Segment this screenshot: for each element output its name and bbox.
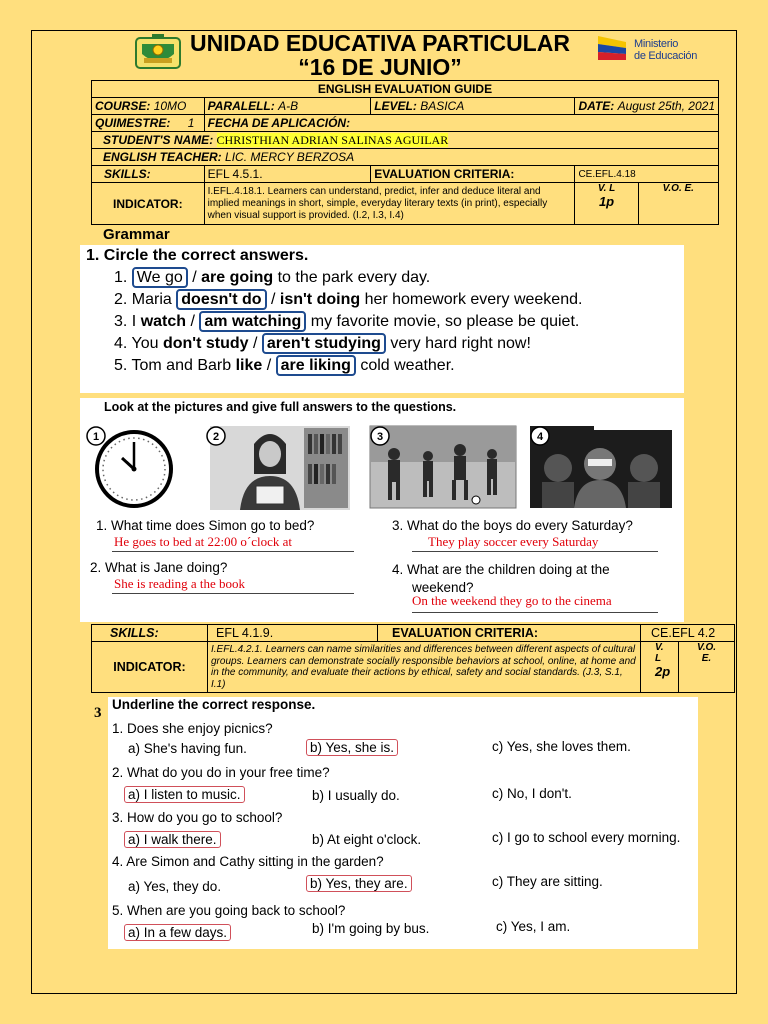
exercise-1-title: 1. Circle the correct answers. [86, 247, 309, 264]
clock-picture [84, 424, 212, 512]
evaluation-header-table [91, 80, 719, 225]
ex3-question-2: 2. What do you do in your free time? [112, 765, 330, 780]
ex3-q3-option-c[interactable]: c) I go to school every morning. [492, 830, 681, 845]
ex1-item-4-choice-b[interactable]: aren't studying [262, 333, 386, 354]
ex2-question-4-line1: 4. What are the children doing at the [392, 562, 610, 577]
ex1-item-3: 3. I watch / am watching my favorite movie, so please be quiet. [114, 313, 580, 330]
school-name-line1: UNIDAD EDUCATIVA PARTICULAR [190, 30, 570, 56]
ex2-question-4-line2: weekend? [412, 580, 474, 595]
course-label: COURSE: [95, 99, 151, 113]
ex2-answer-4[interactable]: On the weekend they go to the cinema [412, 593, 612, 608]
criteria-value: CE.EFL.4.18 [575, 166, 719, 183]
ex3-question-3: 3. How do you go to school? [112, 810, 283, 825]
ex1-item-1: 1. We go / are going to the park every day. [114, 269, 431, 286]
skills2-voe-label1: V.O. [696, 642, 717, 653]
quimestre-label: QUIMESTRE: [95, 116, 171, 130]
ex1-item-1-choice-b[interactable]: are going [201, 269, 274, 286]
skills2-vl-value: 2p [655, 664, 671, 679]
skills2-label: SKILLS: [92, 625, 208, 642]
ex2-answer-1-line [112, 551, 354, 552]
ex1-item-2-choice-b[interactable]: isn't doing [279, 291, 361, 308]
indicator-text: I.EFL.4.18.1. Learners can understand, predict, infer and deduce literal and implied meanings in short, simple, everyday literary texts (in print), especially when visual support is provided. (I.2, I.3, I.4) [204, 183, 575, 225]
ex2-answer-3-line [412, 551, 658, 552]
parallel-label: PARALELL: [207, 99, 275, 113]
ex1-item-4: 4. You don't study / aren't studying very hard right now! [114, 335, 531, 352]
ex1-item-5-choice-a[interactable]: like [235, 357, 263, 374]
ex3-q1-option-a[interactable]: a) She's having fun. [128, 741, 247, 756]
indicator-label: INDICATOR: [92, 183, 205, 225]
skills2-value: EFL 4.1.9. [208, 625, 378, 642]
ex1-item-1-choice-a[interactable]: We go [132, 267, 188, 288]
grammar-heading: Grammar [103, 226, 170, 243]
skills2-vl-label1: V. [655, 642, 664, 653]
skills2-indicator-text: I.EFL.4.2.1. Learners can name similarities and differences between different aspects of cultural groups. Learners can demonstrate socially responsible behaviors at school, online, at home and in the community, and evaluate their actions by ethical, safety and social standards. (J.3, S.1, I.1) [208, 642, 641, 693]
ex3-q2-option-a[interactable]: a) I listen to music. [124, 786, 245, 803]
skills2-criteria-value: CE.EFL 4.2 [641, 625, 735, 642]
ex3-q2-option-b[interactable]: b) I usually do. [312, 788, 400, 803]
reading-girl-picture [204, 424, 350, 510]
exercise-3-panel [108, 697, 698, 949]
criteria-label: EVALUATION CRITERIA: [371, 166, 575, 183]
fecha-label: FECHA DE APLICACIÓN: [204, 115, 718, 132]
white-patch [594, 398, 674, 430]
pic-4-number: 4 [536, 431, 544, 443]
skills-value: EFL 4.5.1. [204, 166, 371, 183]
ex3-q4-option-a[interactable]: a) Yes, they do. [128, 879, 222, 894]
course-value: 10MO [153, 99, 187, 113]
parallel-value: A-B [278, 99, 299, 113]
ex3-q3-option-b[interactable]: b) At eight o'clock. [312, 832, 422, 847]
vl-value: 1p [598, 194, 615, 209]
ex2-question-3: 3. What do the boys do every Saturday? [392, 518, 633, 533]
ex1-item-2-choice-a[interactable]: doesn't do [176, 289, 266, 310]
ex3-q3-option-a[interactable]: a) I walk there. [124, 831, 221, 848]
ex1-item-2: 2. Maria doesn't do / isn't doing her homework every weekend. [114, 291, 583, 308]
ministry-line2: de Educación [634, 50, 698, 62]
ex3-question-1: 1. Does she enjoy picnics? [112, 721, 273, 736]
ex3-question-5: 5. When are you going back to school? [112, 903, 346, 918]
date-label: DATE: [578, 99, 615, 113]
student-value: CHRISTHIAN ADRIAN SALINAS AGUILAR [216, 132, 449, 147]
pic-2-number: 2 [212, 431, 220, 443]
ex3-q2-option-c[interactable]: c) No, I don't. [492, 786, 572, 801]
ex3-q4-option-c[interactable]: c) They are sitting. [492, 874, 603, 889]
ex2-answer-2[interactable]: She is reading a the book [114, 576, 246, 591]
skills2-vl-label2: L [655, 653, 662, 664]
ex1-item-5-choice-b[interactable]: are liking [276, 355, 356, 376]
ex3-q4-option-b[interactable]: b) Yes, they are. [306, 875, 412, 892]
exercise-1-panel [80, 245, 684, 393]
ex1-item-4-choice-a[interactable]: don't study [162, 335, 249, 352]
voe-label: V.O. E. [638, 183, 718, 225]
ex2-question-2: 2. What is Jane doing? [90, 560, 228, 575]
skills-label: SKILLS: [92, 166, 205, 183]
ministry-line1: Ministerio [634, 38, 679, 50]
level-value: BASICA [420, 99, 465, 113]
ex3-q5-option-c[interactable]: c) Yes, I am. [496, 919, 571, 934]
exercise-3-number: 3 [94, 705, 102, 721]
ex2-answer-2-line [112, 593, 354, 594]
skills2-indicator-label: INDICATOR: [92, 642, 208, 693]
ex3-q1-option-c[interactable]: c) Yes, she loves them. [492, 739, 631, 754]
vl-label: V. L [597, 183, 616, 194]
level-label: LEVEL: [374, 99, 417, 113]
ex3-q5-option-b[interactable]: b) I'm going by bus. [312, 921, 430, 936]
ex2-question-1: 1. What time does Simon go to bed? [96, 518, 315, 533]
ex1-item-3-choice-b[interactable]: am watching [199, 311, 306, 332]
date-value: August 25th, 2021 [617, 99, 715, 113]
ministry-logo [596, 32, 706, 72]
skills2-voe-label2: E. [701, 653, 712, 664]
ex3-question-4: 4. Are Simon and Cathy sitting in the garden? [112, 854, 384, 869]
teacher-label: ENGLISH TEACHER: [103, 150, 222, 164]
school-name-line2: “16 DE JUNIO” [298, 54, 462, 80]
pic-1-number: 1 [92, 431, 100, 443]
guide-title: ENGLISH EVALUATION GUIDE [92, 81, 719, 98]
exercise-3-title: Underline the correct response. [112, 697, 316, 712]
skills2-criteria-label: EVALUATION CRITERIA: [378, 625, 641, 642]
teacher-value: LIC. MERCY BERZOSA [225, 150, 355, 164]
exercise-2-panel [80, 398, 684, 622]
ex2-answer-3[interactable]: They play soccer every Saturday [428, 534, 599, 549]
soccer-boys-picture [368, 424, 518, 510]
student-label: STUDENT'S NAME: [103, 132, 214, 147]
exercise-2-title: Look at the pictures and give full answers to the questions. [104, 400, 457, 414]
ex2-answer-1[interactable]: He goes to bed at 22:00 o´clock at [114, 534, 292, 549]
ex3-q1-option-b[interactable]: b) Yes, she is. [306, 739, 398, 756]
ex1-item-3-choice-a[interactable]: watch [140, 313, 187, 330]
ministry-flag-icon [596, 32, 632, 66]
quimestre-value: 1 [187, 116, 195, 130]
ex1-item-5: 5. Tom and Barb like / are liking cold weather. [114, 357, 455, 374]
ex2-answer-4-line [412, 612, 658, 613]
pic-3-number: 3 [376, 431, 384, 443]
ex3-q5-option-a[interactable]: a) In a few days. [124, 924, 231, 941]
skills-2-table [91, 624, 735, 693]
cinema-children-picture [528, 424, 674, 510]
